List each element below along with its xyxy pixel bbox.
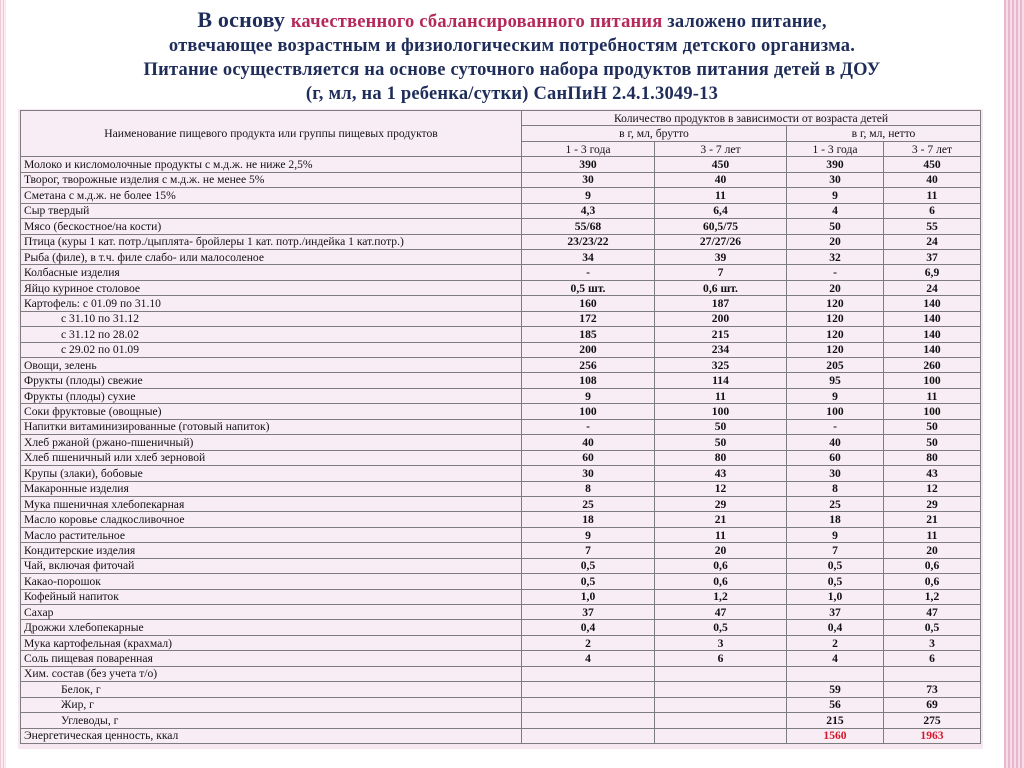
header-age-net-3-7: 3 - 7 лет <box>884 141 981 156</box>
gross-1-3-cell <box>522 713 655 728</box>
net-3-7-cell <box>884 666 981 681</box>
gross-3-7-cell: 100 <box>655 404 787 419</box>
gross-3-7-cell: 0,6 шт. <box>655 280 787 295</box>
net-1-3-cell: 18 <box>787 512 884 527</box>
net-3-7-cell: 43 <box>884 466 981 481</box>
product-name-cell: Мука картофельная (крахмал) <box>21 635 522 650</box>
product-name-cell: Картофель: с 01.09 по 31.10 <box>21 296 522 311</box>
net-1-3-cell <box>787 666 884 681</box>
gross-3-7-cell <box>655 697 787 712</box>
gross-1-3-cell: 40 <box>522 435 655 450</box>
net-3-7-cell: 50 <box>884 419 981 434</box>
left-decorative-stripe <box>0 0 6 768</box>
net-1-3-cell: - <box>787 265 884 280</box>
table-row <box>21 296 981 311</box>
net-1-3-cell: 120 <box>787 342 884 357</box>
table-row <box>21 728 981 743</box>
net-3-7-cell: 6,9 <box>884 265 981 280</box>
net-3-7-cell: 275 <box>884 713 981 728</box>
gross-3-7-cell: 20 <box>655 543 787 558</box>
net-1-3-cell: 215 <box>787 713 884 728</box>
net-3-7-cell: 140 <box>884 342 981 357</box>
table-row <box>21 620 981 635</box>
gross-1-3-cell: 160 <box>522 296 655 311</box>
product-name-cell: Масло растительное <box>21 527 522 542</box>
table-row <box>21 265 981 280</box>
table-row <box>21 404 981 419</box>
gross-3-7-cell: 3 <box>655 635 787 650</box>
table-row <box>21 574 981 589</box>
gross-3-7-cell <box>655 713 787 728</box>
gross-1-3-cell: - <box>522 419 655 434</box>
title-line-2: отвечающее возрастным и физиологическим потребностям детского организма. <box>168 36 856 56</box>
gross-1-3-cell: 9 <box>522 527 655 542</box>
slide-title <box>30 8 994 106</box>
net-3-7-cell: 24 <box>884 234 981 249</box>
net-3-7-cell: 12 <box>884 481 981 496</box>
table-row <box>21 172 981 187</box>
gross-1-3-cell: 0,5 <box>522 574 655 589</box>
gross-1-3-cell: 9 <box>522 388 655 403</box>
gross-1-3-cell: 0,5 <box>522 558 655 573</box>
gross-1-3-cell: 25 <box>522 496 655 511</box>
product-name-cell: Творог, творожные изделия с м.д.ж. не менее 5% <box>21 172 522 187</box>
gross-1-3-cell <box>522 666 655 681</box>
table-row <box>21 419 981 434</box>
gross-3-7-cell: 39 <box>655 249 787 264</box>
product-name-cell: Макаронные изделия <box>21 481 522 496</box>
net-1-3-cell: 60 <box>787 450 884 465</box>
product-name-cell: Жир, г <box>21 697 522 712</box>
table-row <box>21 373 981 388</box>
header-gross: в г, мл, брутто <box>522 126 787 141</box>
gross-3-7-cell: 11 <box>655 388 787 403</box>
gross-1-3-cell: 8 <box>522 481 655 496</box>
table-row <box>21 466 981 481</box>
table-row <box>21 697 981 712</box>
product-name-cell: Кондитерские изделия <box>21 543 522 558</box>
net-3-7-cell: 0,6 <box>884 558 981 573</box>
product-name-cell: Фрукты (плоды) сухие <box>21 388 522 403</box>
table-row <box>21 234 981 249</box>
net-3-7-cell: 11 <box>884 388 981 403</box>
table-row <box>21 157 981 172</box>
product-name-cell: Колбасные изделия <box>21 265 522 280</box>
gross-1-3-cell: 2 <box>522 635 655 650</box>
product-name-cell: Овощи, зелень <box>21 358 522 373</box>
table-row <box>21 249 981 264</box>
table-row <box>21 713 981 728</box>
gross-3-7-cell: 21 <box>655 512 787 527</box>
gross-1-3-cell: 23/23/22 <box>522 234 655 249</box>
gross-1-3-cell: 0,5 шт. <box>522 280 655 295</box>
gross-1-3-cell: 60 <box>522 450 655 465</box>
table-row <box>21 342 981 357</box>
net-3-7-cell: 140 <box>884 327 981 342</box>
title-line-1-pre: В основу <box>197 7 291 32</box>
net-1-3-cell: 390 <box>787 157 884 172</box>
gross-3-7-cell: 12 <box>655 481 787 496</box>
gross-1-3-cell <box>522 728 655 743</box>
net-3-7-cell: 69 <box>884 697 981 712</box>
gross-1-3-cell: 185 <box>522 327 655 342</box>
gross-1-3-cell <box>522 697 655 712</box>
net-1-3-cell: 7 <box>787 543 884 558</box>
right-decorative-stripe <box>1004 0 1024 768</box>
table-row <box>21 388 981 403</box>
product-name-cell: Хлеб пшеничный или хлеб зерновой <box>21 450 522 465</box>
product-name-cell: Хлеб ржаной (ржано-пшеничный) <box>21 435 522 450</box>
title-line-1-highlight: качественного сбалансированного питания <box>290 12 663 32</box>
net-1-3-cell: 1560 <box>787 728 884 743</box>
table-header <box>21 111 981 157</box>
header-age-gross-1-3: 1 - 3 года <box>522 141 655 156</box>
table-row <box>21 188 981 203</box>
gross-3-7-cell: 29 <box>655 496 787 511</box>
gross-3-7-cell: 60,5/75 <box>655 219 787 234</box>
table-row <box>21 635 981 650</box>
gross-1-3-cell: 256 <box>522 358 655 373</box>
product-name-cell: Фрукты (плоды) свежие <box>21 373 522 388</box>
net-1-3-cell: 8 <box>787 481 884 496</box>
net-3-7-cell: 55 <box>884 219 981 234</box>
net-1-3-cell: 120 <box>787 296 884 311</box>
gross-1-3-cell: 390 <box>522 157 655 172</box>
gross-3-7-cell: 50 <box>655 419 787 434</box>
table-row <box>21 450 981 465</box>
gross-3-7-cell: 0,5 <box>655 620 787 635</box>
net-3-7-cell: 1,2 <box>884 589 981 604</box>
net-3-7-cell: 11 <box>884 188 981 203</box>
table-row <box>21 203 981 218</box>
net-3-7-cell: 450 <box>884 157 981 172</box>
product-name-cell: Напитки витаминизированные (готовый напиток) <box>21 419 522 434</box>
gross-1-3-cell: 0,4 <box>522 620 655 635</box>
gross-3-7-cell: 7 <box>655 265 787 280</box>
net-3-7-cell: 20 <box>884 543 981 558</box>
product-name-cell: Хим. состав (без учета т/о) <box>21 666 522 681</box>
product-name-cell: Масло коровье сладкосливочное <box>21 512 522 527</box>
net-1-3-cell: 59 <box>787 682 884 697</box>
net-1-3-cell: 120 <box>787 311 884 326</box>
gross-3-7-cell: 6,4 <box>655 203 787 218</box>
gross-3-7-cell <box>655 728 787 743</box>
net-1-3-cell: 1,0 <box>787 589 884 604</box>
gross-3-7-cell: 11 <box>655 527 787 542</box>
gross-3-7-cell: 80 <box>655 450 787 465</box>
table-row <box>21 558 981 573</box>
net-3-7-cell: 40 <box>884 172 981 187</box>
header-age-gross-3-7: 3 - 7 лет <box>655 141 787 156</box>
net-3-7-cell: 6 <box>884 203 981 218</box>
gross-3-7-cell: 1,2 <box>655 589 787 604</box>
net-3-7-cell: 100 <box>884 404 981 419</box>
table-body <box>21 157 981 744</box>
gross-1-3-cell: 200 <box>522 342 655 357</box>
net-3-7-cell: 47 <box>884 605 981 620</box>
gross-1-3-cell: 4 <box>522 651 655 666</box>
net-1-3-cell: 9 <box>787 388 884 403</box>
net-1-3-cell: 30 <box>787 466 884 481</box>
gross-1-3-cell: 172 <box>522 311 655 326</box>
gross-1-3-cell: 9 <box>522 188 655 203</box>
table-row <box>21 219 981 234</box>
product-name-cell: Сыр твердый <box>21 203 522 218</box>
gross-1-3-cell: 30 <box>522 172 655 187</box>
header-product-name: Наименование пищевого продукта или группы пищевых продуктов <box>21 111 522 157</box>
net-1-3-cell: 0,5 <box>787 558 884 573</box>
food-norms-table <box>20 110 981 744</box>
gross-1-3-cell: 18 <box>522 512 655 527</box>
net-1-3-cell: 56 <box>787 697 884 712</box>
gross-3-7-cell: 325 <box>655 358 787 373</box>
net-3-7-cell: 29 <box>884 496 981 511</box>
net-3-7-cell: 140 <box>884 296 981 311</box>
net-1-3-cell: 120 <box>787 327 884 342</box>
product-name-cell: Яйцо куриное столовое <box>21 280 522 295</box>
product-name-cell: Крупы (злаки), бобовые <box>21 466 522 481</box>
gross-3-7-cell <box>655 682 787 697</box>
net-1-3-cell: 20 <box>787 280 884 295</box>
net-3-7-cell: 0,6 <box>884 574 981 589</box>
gross-1-3-cell: 55/68 <box>522 219 655 234</box>
gross-3-7-cell: 0,6 <box>655 558 787 573</box>
gross-3-7-cell: 27/27/26 <box>655 234 787 249</box>
product-name-cell: Сметана с м.д.ж. не более 15% <box>21 188 522 203</box>
product-name-cell: Белок, г <box>21 682 522 697</box>
net-1-3-cell: 40 <box>787 435 884 450</box>
gross-3-7-cell: 43 <box>655 466 787 481</box>
table-row <box>21 280 981 295</box>
net-3-7-cell: 80 <box>884 450 981 465</box>
product-name-cell: Какао-порошок <box>21 574 522 589</box>
gross-1-3-cell: 108 <box>522 373 655 388</box>
gross-3-7-cell: 50 <box>655 435 787 450</box>
gross-1-3-cell: 34 <box>522 249 655 264</box>
net-3-7-cell: 6 <box>884 651 981 666</box>
net-3-7-cell: 0,5 <box>884 620 981 635</box>
net-1-3-cell: 30 <box>787 172 884 187</box>
net-1-3-cell: 37 <box>787 605 884 620</box>
header-net: в г, мл, нетто <box>787 126 981 141</box>
product-name-cell: Молоко и кисломолочные продукты с м.д.ж. не ниже 2,5% <box>21 157 522 172</box>
product-name-cell: Мясо (бескостное/на кости) <box>21 219 522 234</box>
product-name-cell: Энергетическая ценность, ккал <box>21 728 522 743</box>
net-1-3-cell: 100 <box>787 404 884 419</box>
table-row <box>21 327 981 342</box>
product-name-cell: Углеводы, г <box>21 713 522 728</box>
table-row <box>21 527 981 542</box>
gross-3-7-cell: 47 <box>655 605 787 620</box>
table-row <box>21 435 981 450</box>
net-3-7-cell: 11 <box>884 527 981 542</box>
net-3-7-cell: 260 <box>884 358 981 373</box>
gross-3-7-cell: 40 <box>655 172 787 187</box>
table-row <box>21 311 981 326</box>
gross-1-3-cell: 7 <box>522 543 655 558</box>
product-name-cell: Мука пшеничная хлебопекарная <box>21 496 522 511</box>
header-row-1 <box>21 111 981 126</box>
net-1-3-cell: - <box>787 419 884 434</box>
gross-3-7-cell: 114 <box>655 373 787 388</box>
net-1-3-cell: 0,5 <box>787 574 884 589</box>
gross-3-7-cell: 6 <box>655 651 787 666</box>
product-name-cell: с 29.02 по 01.09 <box>21 342 522 357</box>
gross-3-7-cell: 0,6 <box>655 574 787 589</box>
table-row <box>21 605 981 620</box>
gross-1-3-cell: 30 <box>522 466 655 481</box>
gross-1-3-cell: 37 <box>522 605 655 620</box>
net-3-7-cell: 3 <box>884 635 981 650</box>
net-1-3-cell: 25 <box>787 496 884 511</box>
net-1-3-cell: 205 <box>787 358 884 373</box>
net-1-3-cell: 50 <box>787 219 884 234</box>
net-1-3-cell: 9 <box>787 188 884 203</box>
title-line-3: Питание осуществляется на основе суточного набора продуктов питания детей в ДОУ <box>143 60 881 80</box>
net-3-7-cell: 21 <box>884 512 981 527</box>
product-name-cell: с 31.10 по 31.12 <box>21 311 522 326</box>
gross-3-7-cell: 200 <box>655 311 787 326</box>
gross-3-7-cell: 234 <box>655 342 787 357</box>
product-name-cell: Сахар <box>21 605 522 620</box>
gross-1-3-cell <box>522 682 655 697</box>
net-1-3-cell: 0,4 <box>787 620 884 635</box>
gross-3-7-cell: 187 <box>655 296 787 311</box>
table-row <box>21 651 981 666</box>
net-3-7-cell: 37 <box>884 249 981 264</box>
product-name-cell: Птица (куры 1 кат. потр./цыплята- бройлеры 1 кат. потр./индейка 1 кат.потр.) <box>21 234 522 249</box>
gross-1-3-cell: 1,0 <box>522 589 655 604</box>
table-row <box>21 666 981 681</box>
net-1-3-cell: 32 <box>787 249 884 264</box>
header-quantity: Количество продуктов в зависимости от возраста детей <box>522 111 981 126</box>
header-age-net-1-3: 1 - 3 года <box>787 141 884 156</box>
table-row <box>21 496 981 511</box>
net-3-7-cell: 24 <box>884 280 981 295</box>
title-line-1-post: заложено питание, <box>662 12 827 32</box>
net-1-3-cell: 20 <box>787 234 884 249</box>
product-name-cell: с 31.12 по 28.02 <box>21 327 522 342</box>
table-row <box>21 543 981 558</box>
table-row <box>21 481 981 496</box>
product-name-cell: Соки фруктовые (овощные) <box>21 404 522 419</box>
gross-1-3-cell: 4,3 <box>522 203 655 218</box>
title-line-4: (г, мл, на 1 ребенка/сутки) СанПиН 2.4.1.3049-13 <box>305 84 719 104</box>
product-name-cell: Рыба (филе), в т.ч. филе слабо- или малосоленое <box>21 249 522 264</box>
table-row <box>21 512 981 527</box>
product-name-cell: Дрожжи хлебопекарные <box>21 620 522 635</box>
net-1-3-cell: 4 <box>787 651 884 666</box>
product-name-cell: Чай, включая фиточай <box>21 558 522 573</box>
net-1-3-cell: 2 <box>787 635 884 650</box>
gross-3-7-cell: 450 <box>655 157 787 172</box>
net-3-7-cell: 1963 <box>884 728 981 743</box>
net-3-7-cell: 100 <box>884 373 981 388</box>
gross-3-7-cell <box>655 666 787 681</box>
net-3-7-cell: 140 <box>884 311 981 326</box>
gross-3-7-cell: 11 <box>655 188 787 203</box>
net-1-3-cell: 95 <box>787 373 884 388</box>
net-3-7-cell: 73 <box>884 682 981 697</box>
gross-1-3-cell: - <box>522 265 655 280</box>
net-3-7-cell: 50 <box>884 435 981 450</box>
table-row <box>21 682 981 697</box>
table-row <box>21 589 981 604</box>
product-name-cell: Соль пищевая поваренная <box>21 651 522 666</box>
gross-1-3-cell: 100 <box>522 404 655 419</box>
net-1-3-cell: 4 <box>787 203 884 218</box>
table-row <box>21 358 981 373</box>
gross-3-7-cell: 215 <box>655 327 787 342</box>
product-name-cell: Кофейный напиток <box>21 589 522 604</box>
title-line-1 <box>30 8 994 34</box>
net-1-3-cell: 9 <box>787 527 884 542</box>
